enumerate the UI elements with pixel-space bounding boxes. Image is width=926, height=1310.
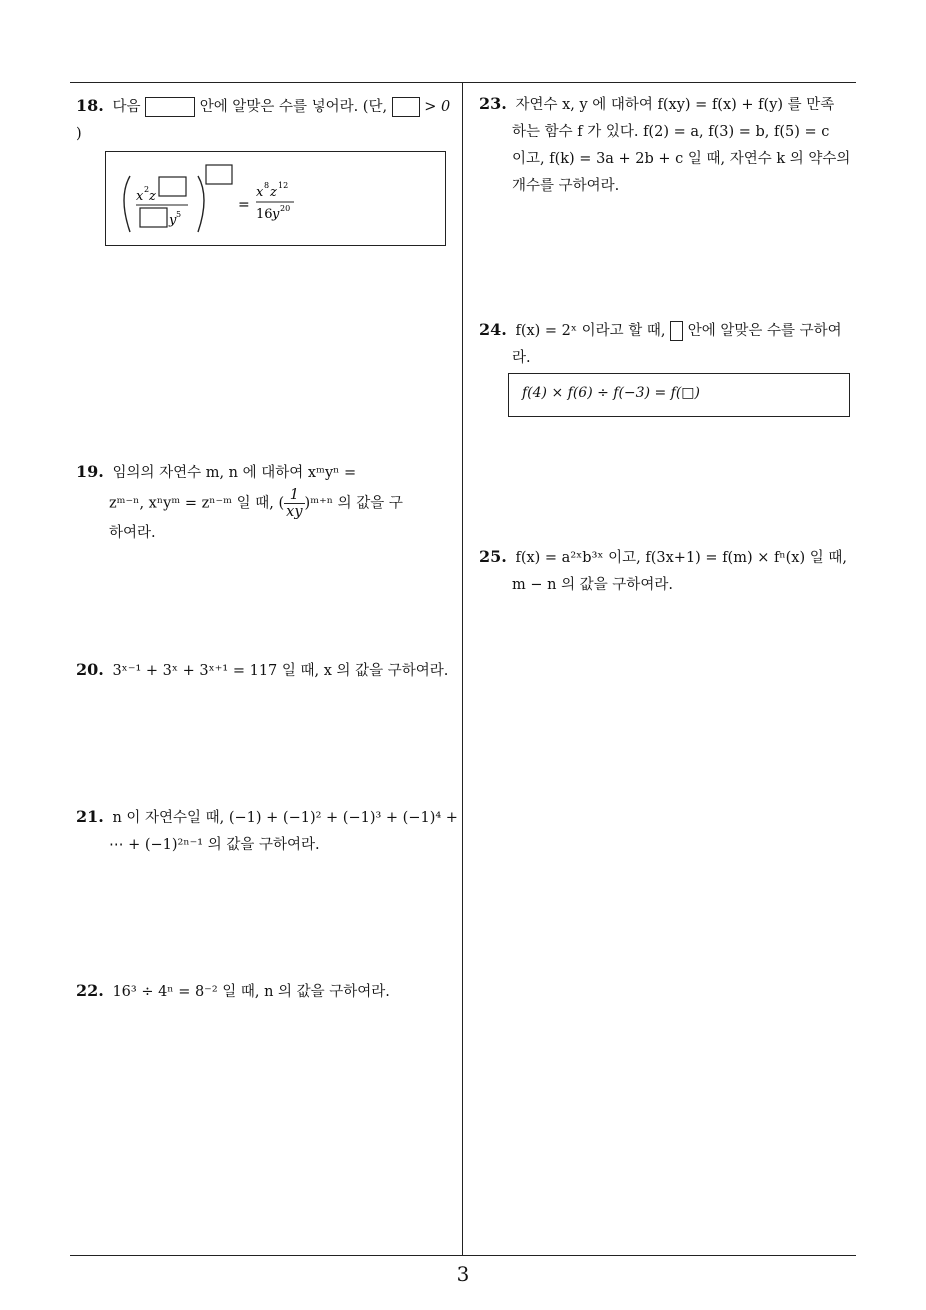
problem-18	[76, 92, 461, 148]
problem-25	[479, 543, 864, 599]
boxed-expression: f(4) × f(6) ÷ f(−3) = f(□)	[522, 385, 700, 401]
top-rule	[70, 82, 856, 83]
problem-text: 다음	[112, 99, 141, 115]
svg-text:y: y	[272, 207, 280, 222]
fraction-denominator: xy	[286, 504, 303, 520]
problem-text: 16³ ÷ 4ⁿ = 8⁻² 일 때, n 의 값을 구하여라.	[112, 984, 390, 1000]
svg-text:y: y	[169, 213, 177, 228]
problem-text: )	[76, 126, 82, 142]
svg-text:x: x	[136, 189, 144, 204]
svg-text:2: 2	[144, 185, 150, 194]
problem-text: ⋯ + (−1)²ⁿ⁻¹ 의 값을 구하여라.	[109, 837, 320, 853]
problem-text: 하여라.	[109, 525, 156, 541]
problem-text: 자연수 x, y 에 대하여 f(xy) = f(x) + f(y) 를 만족	[515, 97, 835, 113]
problem-text: 안에 알맞은 수를 구하여	[687, 323, 842, 339]
problem-text: )ᵐ⁺ⁿ 의 값을 구	[304, 495, 403, 512]
problem-text: f(x) = a²ˣb³ˣ 이고, f(3x+1) = f(m) × fⁿ(x) 일 때,	[515, 550, 847, 566]
problem-number: 21.	[76, 807, 104, 826]
problem-number: 19.	[76, 462, 104, 481]
problem-text: n 이 자연수일 때, (−1) + (−1)² + (−1)³ + (−1)⁴ +	[112, 810, 458, 826]
problem-23	[479, 90, 859, 200]
problem-text: 임의의 자연수 m, n 에 대하여 xᵐyⁿ =	[112, 465, 357, 481]
svg-text:=: =	[238, 197, 250, 213]
problem-text: > 0	[424, 99, 451, 115]
problem-number: 18.	[76, 96, 104, 115]
problem-number: 20.	[76, 660, 104, 679]
svg-text:20: 20	[280, 204, 291, 213]
svg-text:z: z	[149, 189, 156, 204]
problem-22	[76, 977, 461, 1006]
answer-blank	[670, 321, 683, 341]
expression-figure	[106, 152, 445, 245]
problem-20	[76, 656, 461, 685]
problem-number: 24.	[479, 320, 507, 339]
problem-text: m − n 의 값을 구하여라.	[512, 577, 673, 593]
svg-text:5: 5	[176, 210, 182, 219]
column-divider	[462, 82, 463, 1255]
svg-text:z: z	[270, 185, 277, 200]
answer-blank	[392, 97, 420, 117]
problem-19	[76, 458, 461, 547]
expression-box	[508, 373, 850, 417]
problem-number: 22.	[76, 981, 104, 1000]
svg-text:12: 12	[278, 181, 289, 190]
problem-text: 3ˣ⁻¹ + 3ˣ + 3ˣ⁺¹ = 117 일 때, x 의 값을 구하여라.	[112, 663, 449, 679]
svg-text:x: x	[256, 185, 264, 200]
problem-text: 이고, f(k) = 3a + 2b + c 일 때, 자연수 k 의 약수의	[512, 151, 851, 167]
fraction	[284, 487, 304, 520]
bottom-rule	[70, 1255, 856, 1256]
problem-number: 23.	[479, 94, 507, 113]
problem-text: 라.	[512, 350, 531, 366]
problem-number: 25.	[479, 547, 507, 566]
problem-text: 개수를 구하여라.	[512, 178, 620, 194]
page-number: 3	[456, 1262, 470, 1286]
svg-text:16: 16	[256, 207, 273, 222]
problem-text: 하는 함수 f 가 있다. f(2) = a, f(3) = b, f(5) = c	[512, 124, 830, 140]
problem-text: 안에 알맞은 수를 넣어라. (단,	[199, 99, 388, 115]
answer-blank	[145, 97, 195, 117]
fraction-numerator: 1	[284, 487, 304, 504]
expression-box	[105, 151, 446, 246]
problem-24	[479, 316, 859, 372]
problem-text: zᵐ⁻ⁿ, xⁿyᵐ = zⁿ⁻ᵐ 일 때, (	[109, 495, 285, 512]
problem-text: f(x) = 2ˣ 이라고 할 때,	[515, 323, 666, 339]
svg-text:8: 8	[264, 181, 270, 190]
problem-21	[76, 803, 461, 859]
